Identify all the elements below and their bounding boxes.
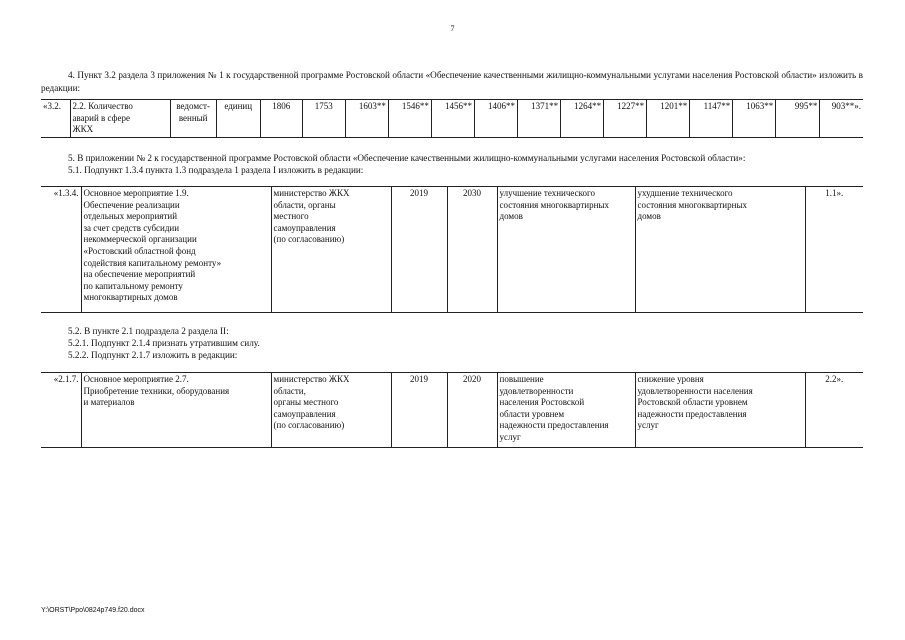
value-cell: 1264** [561, 100, 604, 138]
value-cell: 1063** [733, 100, 776, 138]
table-row [41, 187, 863, 313]
expected-result: повышение удовлетворенности населения Ростовской области уровнем надежности предоставления услуг [497, 373, 635, 448]
table-row [41, 100, 863, 138]
value-cell: 1227** [604, 100, 647, 138]
value-cell: 995** [776, 100, 820, 138]
non-implementation-consequence: ухудшение технического состояния многоквартирных домов [635, 187, 805, 313]
paragraph-5-1: 5.1. Подпункт 1.3.4 пункта 1.3 подраздела 1 раздела I изложить в редакции: [68, 165, 364, 175]
activity-name: Основное мероприятие 1.9. Обеспечение реализации отдельных мероприятий за счет средств субсидии некоммерческой организации «Ростовский областной фонд содействия капитальному ремонту» на обеспечение мероприятий по капитальному ремонту многоквартирных домов [81, 187, 271, 313]
end-year: 2030 [447, 187, 497, 313]
row-number: «3.2. [41, 100, 70, 138]
non-implementation-consequence: снижение уровня удовлетворенности населения Ростовской области уровнем надежности предоставления услуг [635, 373, 805, 448]
indicator-table [41, 99, 863, 138]
value-cell: 1147** [690, 100, 733, 138]
indicator-name: 2.2. Количество аварий в сфере ЖКХ [70, 100, 170, 138]
paragraph-5-2-1: 5.2.1. Подпункт 2.1.4 признать утратившим силу. [68, 338, 260, 348]
paragraph-4: 4. Пункт 3.2 раздела 3 приложения № 1 к государственной программе Ростовской области «Обеспечение качественными жилищно-коммунальными услугами населения Ростовской области» изложить в редакции: [41, 70, 863, 93]
activity-name: Основное мероприятие 2.7. Приобретение техники, оборудования и материалов [81, 373, 271, 448]
value-cell: 1806 [260, 100, 302, 138]
value-cell: 1406** [474, 100, 517, 138]
end-year: 2020 [447, 373, 497, 448]
row-number: «1.3.4. [41, 187, 81, 313]
file-path-footer: Y:\ORST\Ppo\0824p749.f20.docx [41, 607, 145, 614]
activity-table-2-1-7 [41, 372, 863, 448]
page-number: 7 [450, 24, 455, 33]
expected-result: улучшение технического состояния многоквартирных домов [497, 187, 635, 313]
activity-executor: министерство ЖКХ области, органы местного самоуправления (по согласованию) [271, 187, 391, 313]
linked-indicator: 1.1». [805, 187, 863, 313]
linked-indicator: 2.2». [805, 373, 863, 448]
value-cell: 1546** [388, 100, 431, 138]
paragraph-5-2-2: 5.2.2. Подпункт 2.1.7 изложить в редакции: [68, 350, 238, 360]
activity-executor: министерство ЖКХ области, органы местного самоуправления (по согласованию) [271, 373, 391, 448]
value-cell: 1603** [345, 100, 388, 138]
value-cell: 903**». [820, 100, 863, 138]
paragraph-5: 5. В приложении № 2 к государственной программе Ростовской области «Обеспечение качественными жилищно-коммунальными услугами населения Ростовской области»: [68, 153, 746, 163]
indicator-unit: единиц [216, 100, 260, 138]
start-year: 2019 [391, 187, 447, 313]
row-number: «2.1.7. [41, 373, 81, 448]
activity-table-1-3-4 [41, 186, 863, 313]
start-year: 2019 [391, 373, 447, 448]
indicator-source: ведомст- венный [170, 100, 216, 138]
paragraph-5-2: 5.2. В пункте 2.1 подраздела 2 раздела II: [68, 326, 229, 336]
value-cell: 1201** [647, 100, 690, 138]
value-cell: 1753 [302, 100, 345, 138]
value-cell: 1456** [431, 100, 474, 138]
table-row [41, 373, 863, 448]
value-cell: 1371** [518, 100, 561, 138]
